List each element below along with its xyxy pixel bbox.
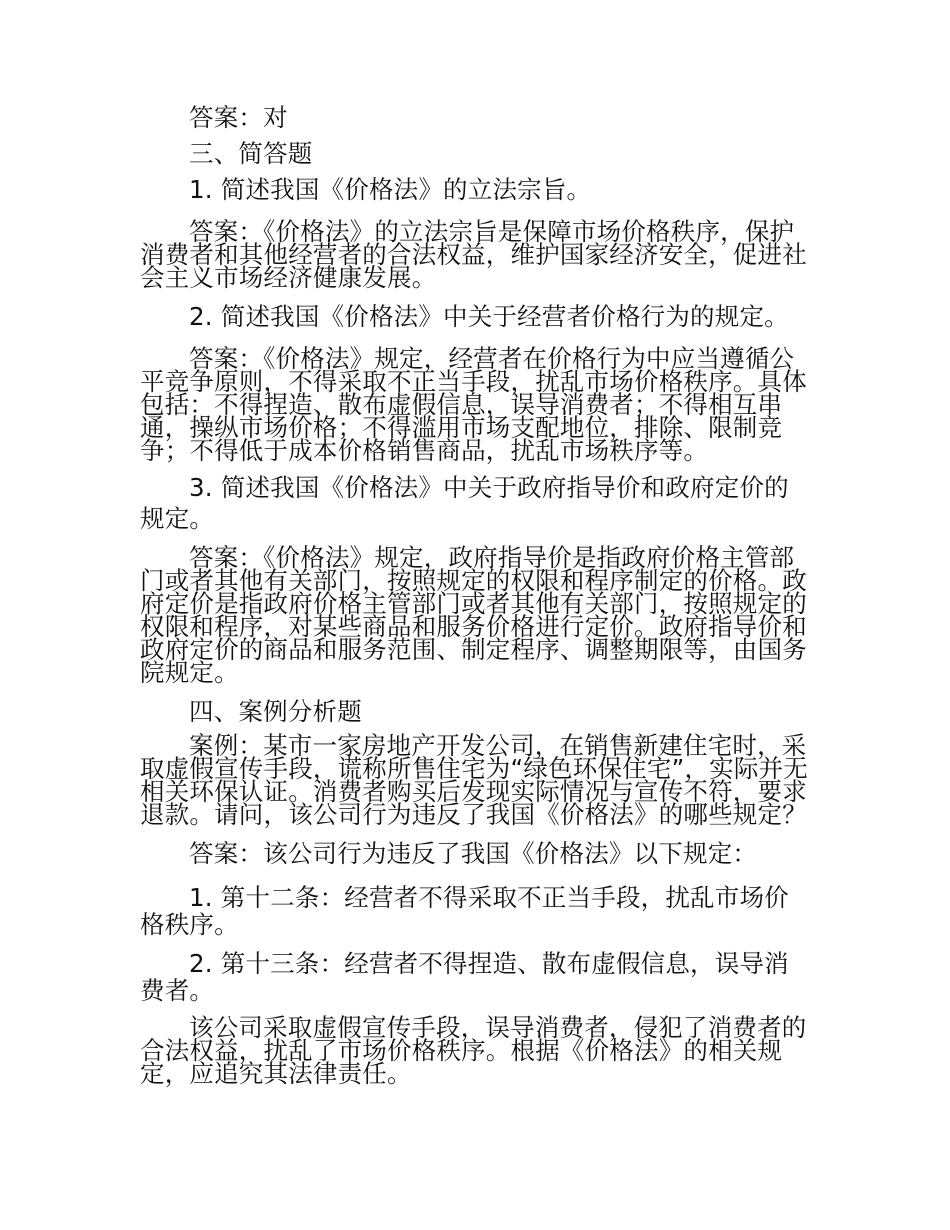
question-1: 1. 简述我国《价格法》的立法宗旨。 [189, 175, 592, 204]
section-heading-case-analysis: 四、案例分析题 [189, 697, 362, 726]
document-page [140, 100, 810, 1095]
answer-1: 答案：《价格法》的立法宗旨是保障市场价格秩序，保护消费者和其他经营者的合法权益，维护国家经济安全，促进社会主义市场经济健康发展。 [140, 217, 807, 292]
question-2: 2. 简述我国《价格法》中关于经营者价格行为的规定。 [189, 302, 789, 331]
answer-2: 答案：《价格法》规定，经营者在价格行为中应当遵循公平竞争原则，不得采取不正当手段，扰乱市场价格秩序。具体包括：不得捏造、散布虚假信息，误导消费者；不得相互串通，操纵市场价格；不得滥用市场支配地位，排除、限制竞争；不得低于成本价格销售商品，扰乱市场秩序等。 [140, 344, 807, 465]
case-answer-item-1: 1. 第十二条：经营者不得采取不正当手段，扰乱市场价格秩序。 [140, 883, 789, 939]
case-answer-intro: 答案：该公司行为违反了我国《价格法》以下规定： [189, 839, 758, 868]
answer-3: 答案：《价格法》规定，政府指导价是指政府价格主管部门或者其他有关部门，按照规定的权限和程序制定的价格。政府定价是指政府价格主管部门或者其他有关部门，按照规定的权限和程序，对某些商品和服务价格进行定价。政府指导价和政府定价的商品和服务范围、制定程序、调整期限等，由国务院规定。 [140, 543, 807, 687]
case-answer-item-2: 2. 第十三条：经营者不得捏造、散布虚假信息，误导消费者。 [140, 949, 789, 1005]
section-heading-short-answer: 三、简答题 [189, 139, 313, 168]
case-conclusion: 该公司采取虚假宣传手段，误导消费者，侵犯了消费者的合法权益，扰乱了市场价格秩序。根据《价格法》的相关规定，应追究其法律责任。 [140, 1013, 807, 1088]
case-description: 案例：某市一家房地产开发公司，在销售新建住宅时，采取虚假宣传手段，谎称所售住宅为“绿色环保住宅”，实际并无相关环保认证。消费者购买后发现实际情况与宣传不符，要求退款。请问，该公司行为违反了我国《价格法》的哪些规定？ [140, 731, 808, 829]
answer-line: 答案：对 [189, 103, 288, 132]
question-3: 3. 简述我国《价格法》中关于政府指导价和政府定价的规定。 [140, 473, 789, 533]
